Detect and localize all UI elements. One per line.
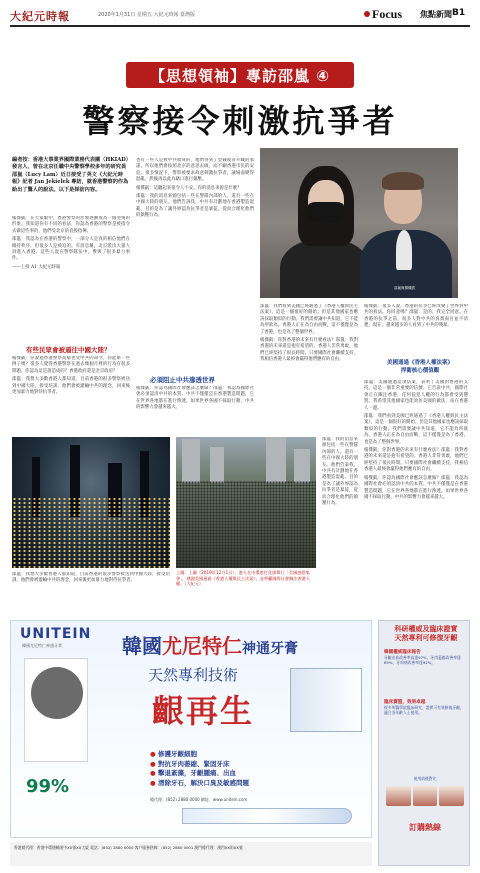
person-2-shirt: [396, 230, 412, 270]
para: 邵嵐：我想大多數香港人都知道，目前香港的很多警察被送到中國大陸，接受培訓。他們會被灌輸中共的理念，回來後更加暴力地對待抗爭者。: [12, 377, 130, 396]
side-ad-block-1: [384, 650, 466, 665]
side-ad-phone: 訂購熱線: [409, 823, 441, 832]
aerial-caption: 上圖：上圖（2019年12月1日），港人在中環遮打花園舉行「美國感恩集會」，感謝美國通過《香港人權與民主法案》，並呼籲國際社會關注香港人權。（大紀元）: [176, 570, 311, 587]
para: 邵嵐：我認為在香港的警察中，一部分人是真的相信他們在維持秩序，但很多人是被迫的。有消息稱，北京派出大量人員進入香港。這些人混在警察隊伍中，參與了很多暴力事件。: [12, 237, 130, 262]
before-after-images: [386, 786, 464, 806]
para: 邵嵐：我想大多數香港人都知道，目前香港的很多警察被送到中國大陸，接受培訓。他們會被灌輸中共的理念，回來後更加暴力地對待抗爭者。: [12, 572, 170, 584]
ad-certificate: [24, 658, 88, 762]
ad-bullet: ● 擊退紊藻，牙齦腫痛、出血: [150, 769, 249, 779]
para: 楊傑凱：你認為國際社會應該怎麼做？邵嵐：我認為國際社會必須認清中共的本質。中共不僅僅是在香港製造問題，它在世界各地都在進行滲透。如果世界各國不採取行動，中共的影響力會越來越大。: [364, 475, 468, 500]
section-name: 焦點新聞: [420, 10, 452, 19]
series-banner: 【思想領袖】專訪邵嵐 ④: [126, 62, 354, 88]
ad-bullet: ● 清除牙石，解決口臭及敏感問題: [150, 779, 249, 789]
ad-bullet: ● 對抗牙肉萎縮、緊固牙床: [150, 760, 249, 770]
column-1b: [12, 356, 130, 434]
subhead-3: 美國通過《香港人權法案》 捍衛核心價值觀: [386, 360, 453, 374]
side-ad-text: 牙齦出血改善率高達97%，牙肉萎縮改善率達89%，牙周病改善率達92%。: [384, 655, 461, 665]
para: 邵嵐：我們看到美國已經通過了《香港人權與民主法案》，這是一個很好的開始。但是其他國家也應該採取類似的行動。我們需要讓中共知道，它不能為所欲為。香港人正在為自由而戰，這不僅僅是為了香港，也是為了整個世界。: [364, 414, 468, 445]
subhead-1: 有些民眾會被逼往中國大陸？: [26, 346, 111, 354]
face-mask: [308, 202, 344, 224]
side-ad-before-after-label: 使用前後對比: [413, 776, 437, 781]
para: 楊傑凱：你對香港的未來有什麼看法？邵嵐：我對香港的未來還是抱有希望的。香港人非常勇敢，他們已經堅持了很長時間。只要國際社會繼續支持，我相信香港人最終會贏得他們應有的自由。: [364, 448, 468, 473]
side-ad-block-2: [384, 700, 466, 715]
side-ad-title: 科研權威及臨床證實 天然專利可修復牙齦: [394, 625, 458, 642]
teeth-image: [439, 786, 464, 806]
section-focus: Focus: [372, 7, 402, 21]
crowd-lights: [12, 497, 170, 568]
crowd: [176, 481, 316, 568]
para: 楊傑凱：你對香港的未來有什麼看法？邵嵐：我對香港的未來還是抱有希望的。香港人非常勇敢，他們已經堅持了很長時間。只要國際社會繼續支持，我相信香港人最終會贏得他們應有的自由。: [260, 338, 358, 363]
portrait-caption: 邵嵐與楊傑凱: [394, 286, 415, 290]
para: 楊傑凱：在大家眼中，香港警察的形象逐漸成為一個兇殘的形象。我知道你有不同的看法，你認為香港的警察是被指令去做這些事的，他們受北京的直接指揮。: [12, 216, 130, 234]
person-1-body: [280, 240, 370, 298]
page-number: B1: [452, 8, 466, 18]
ad-big-text: 齦再生: [152, 692, 255, 730]
column-4b: [364, 380, 468, 610]
header-rule: [10, 25, 470, 27]
ad-bullets: [150, 750, 249, 788]
page-header: [0, 0, 480, 34]
masthead: 大紀元時報: [10, 10, 70, 23]
side-ad-heading: 韓國權威臨床報告: [384, 650, 421, 655]
ad-handwritten: 天然專利技術: [148, 666, 239, 684]
para: 楊傑凱：很多人說，香港的抗爭已經改變了世界對中共的看法。你同意嗎？邵嵐：是的，我完全同意。在香港的抗爭之前，很多人對中共的真實面目並不清楚。現在，越來越多的人看到了中共的殘暴。: [364, 304, 468, 329]
building: [182, 439, 200, 483]
article-headline: 警察接令刺激抗爭者: [82, 102, 398, 140]
para: 楊傑凱：這聽起來很令人不安。你的消息來源是什麼？: [136, 185, 242, 191]
dateline: 2020年1月31日 星期五 大紀元時報 臺灣版: [98, 12, 196, 18]
para: 邵嵐：我的消息來源包括一些在警隊內部的人，還有一些在中國大陸的朋友。他們告訴我，中共有計劃地在香港製造混亂，目的是為了讓外界認為抗爭者是暴徒，從而合理化他們的鎮壓行為。: [322, 437, 358, 507]
building: [210, 447, 224, 483]
para: 楊傑凱：你認為國際社會應該怎麼做？邵嵐：我認為國際社會必須認清中共的本質。中共不僅僅是在香港製造問題，它在世界各地都在進行滲透。如果世界各國不採取行動，中共的影響力會越來越大。: [136, 386, 254, 411]
para: 邵嵐：我的消息來源包括一些在警隊內部的人，還有一些在中國大陸的朋友。他們告訴我，中共有計劃地在香港製造混亂，目的是為了讓外界認為抗爭者是暴徒，從而合理化他們的鎮壓行為。: [136, 194, 254, 219]
ad-brand-sub: 韓國尤尼特仁神通牙膏: [22, 643, 62, 648]
ad-footline: 總代理：(852) 2880 0000 網址：www.unitein.com: [150, 797, 248, 802]
side-ad-text: 經多所醫學院臨床研究，證實可有效修復牙齦，適合各年齡人士使用。: [384, 705, 464, 715]
side-ad-heading: 臨床實證，效果卓越: [384, 700, 426, 705]
subhead-2: 必須阻止中共滲透世界: [150, 376, 215, 384]
ad-percent: 99%: [26, 776, 70, 797]
building: [266, 437, 286, 483]
ad-title-red: 尤尼特仁: [162, 634, 242, 658]
para: 楊傑凱：你說過香港警察高層也受中共的命令，你能舉一些例子嗎？很多人覺得香港警察在過去幾個月裡的行為有很多問題。你認為這是誰造成的？香港政府還是北京政府？: [12, 356, 130, 374]
toothpaste-tube: [182, 808, 352, 824]
para: ——上接 A1 大紀元時報: [12, 264, 61, 270]
aerial-rally-photo: [176, 437, 316, 568]
ad-brand: UNITEIN: [20, 626, 92, 642]
focus-dot-icon: [364, 11, 370, 17]
column-3-lower: [322, 437, 358, 607]
teeth-image: [386, 786, 411, 806]
para: 也有一些人是被中共收買的，他們得到了金錢或者升職的承諾。所以他們會按照北京的意思去做，而不顧香港市民的安危。很多情況下，警察被要求故意刺激抗爭者，讓場面變得混亂，然後再以此為藉口進行鎮壓。: [136, 158, 254, 183]
column-2a: [136, 158, 254, 356]
portrait-photo: [260, 148, 458, 298]
column-4a: [364, 304, 468, 356]
night-rally-photo: [12, 437, 170, 568]
teeth-image: [413, 786, 438, 806]
column-1-lower: [12, 572, 170, 610]
seal-icon: [31, 667, 83, 719]
column-1a: [12, 216, 130, 336]
article-lead: 編者按：香港大事業界國際業務代表團（HKIAD）發言人、曾在北京任職中央警察學校多年的研究員邵嵐（Lucy Lam）近日接受了英文《大紀元時報》記者 Jan Jekielek 專訪，就香港警察的作為給出了驚人的說法。以下是採訪內容。: [12, 157, 129, 193]
ad-title-main: 韓國: [122, 634, 162, 658]
ad-bullet: ● 修護牙齦細胞: [150, 750, 249, 760]
para: 邵嵐：我們看到美國已經通過了《香港人權與民主法案》，這是一個很好的開始。但是其他國家也應該採取類似的行動。我們需要讓中共知道，它不能為所欲為。香港人正在為自由而戰，這不僅僅是為了香港，也是為了整個世界。: [260, 304, 358, 335]
para: 邵嵐：美國通過這項法案，表明了美國對香港的支持。這是一個非常重要的信號。它告訴中共，國際社會正在關注香港，任何侵犯人權的行為都會受到懲罰。我希望其他國家也能效仿美國的做法，站在香港人一邊。: [364, 380, 468, 411]
product-box: [290, 668, 362, 732]
column-2b: [136, 386, 254, 434]
person-2-hair: [382, 172, 424, 190]
ad-title: [122, 630, 298, 659]
ad-title-tail: 神通牙膏: [242, 641, 298, 657]
building: [294, 449, 310, 483]
column-3: [260, 304, 358, 434]
ad-contact-strip: 香港總代理：香港中環德輔道中XX號XX大廈 電話：(852) 2880 0000 客戶服務熱線：(852) 2880 0001 澳門總代理：澳門XX街XX號: [10, 842, 372, 866]
